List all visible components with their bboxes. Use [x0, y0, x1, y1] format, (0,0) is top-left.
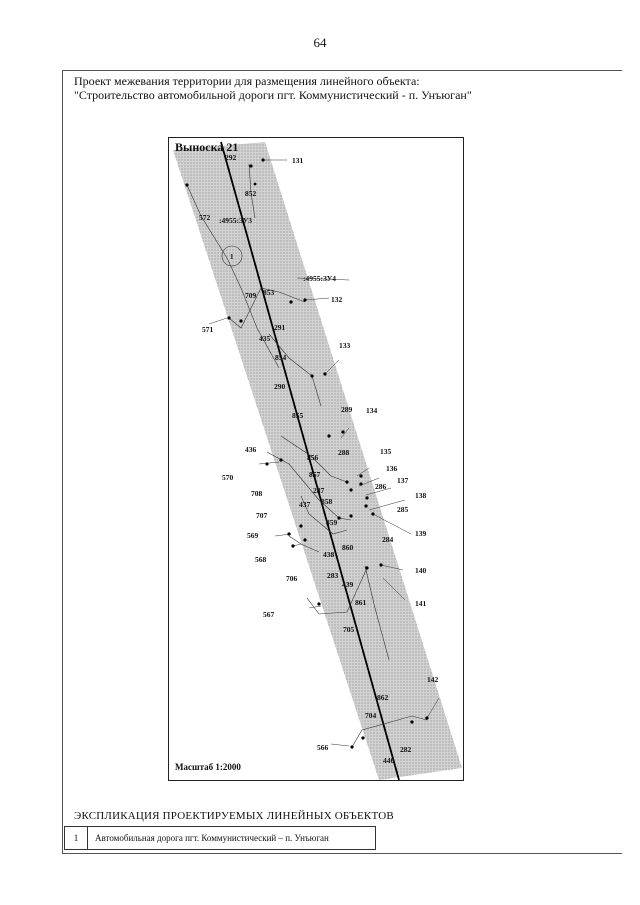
point-label: 572	[199, 213, 211, 222]
point-label: 855	[292, 411, 304, 420]
point-label: 135	[380, 447, 392, 456]
explication-row-name: Автомобильная дорога пгт. Коммунистический – п. Унъюган	[95, 833, 329, 843]
point-label: 282	[400, 745, 412, 754]
point-label: 438	[323, 550, 335, 559]
point-label: 852	[245, 189, 257, 198]
project-header-line2: "Строительство автомобильной дороги пгт. Коммунистический - п. Унъюган"	[74, 88, 472, 102]
point-label: 706	[286, 574, 298, 583]
point-label: 853	[263, 288, 275, 297]
parcel-label-zu4: :4955:ЗУ4	[303, 274, 337, 283]
point-label: 435	[259, 334, 271, 343]
point-label: 708	[251, 489, 263, 498]
point-label: 854	[275, 353, 287, 362]
point-label: 284	[382, 535, 394, 544]
point-label: 856	[307, 453, 319, 462]
project-header	[74, 74, 472, 102]
map-drawing	[169, 138, 463, 780]
map-scale: Масштаб 1:2000	[175, 762, 241, 772]
object-circle-label: 1	[230, 253, 234, 261]
frame-top-rule	[62, 70, 622, 71]
point-label: 289	[341, 405, 353, 414]
point-label: 707	[256, 511, 268, 520]
point-label: 138	[415, 491, 427, 500]
point-label: 858	[321, 497, 333, 506]
point-label: 704	[365, 711, 377, 720]
point-label: 142	[427, 675, 439, 684]
frame-bottom-rule	[62, 853, 622, 854]
point-label: 131	[292, 156, 304, 165]
point-label: 141	[415, 599, 427, 608]
project-header-line1: Проект межевания территории для размещения линейного объекта:	[74, 74, 420, 88]
point-label: 568	[255, 555, 267, 564]
point-label: 705	[343, 625, 355, 634]
explication-title: ЭКСПЛИКАЦИЯ ПРОЕКТИРУЕМЫХ ЛИНЕЙНЫХ ОБЪЕКТОВ	[74, 810, 394, 822]
point-label: 285	[397, 505, 409, 514]
point-label: 139	[415, 529, 427, 538]
point-label: 440	[383, 756, 395, 765]
point-label: 436	[245, 445, 257, 454]
point-label: 134	[366, 406, 378, 415]
point-label: 137	[397, 476, 409, 485]
point-label: 567	[263, 610, 275, 619]
point-label: 283	[327, 571, 339, 580]
point-label: 288	[338, 448, 350, 457]
point-label: 136	[386, 464, 398, 473]
point-label: 140	[415, 566, 427, 575]
callout-title: Выноска 21	[175, 140, 239, 154]
point-label: 709	[245, 291, 257, 300]
explication-row-number: 1	[65, 827, 88, 849]
point-label: 570	[222, 473, 234, 482]
point-label: 287	[313, 486, 325, 495]
point-label: 133	[339, 341, 351, 350]
point-label: 861	[355, 598, 367, 607]
point-label: 290	[274, 382, 286, 391]
point-label: 291	[274, 323, 286, 332]
point-label: 439	[342, 580, 354, 589]
frame-left-rule	[62, 70, 63, 854]
point-label: 571	[202, 325, 214, 334]
point-label: 292	[225, 153, 237, 162]
parcel-label-zu3: :4955:ЗУ3	[219, 216, 253, 225]
point-label: 857	[309, 470, 321, 479]
point-label: 286	[375, 482, 387, 491]
point-label: 437	[299, 500, 311, 509]
point-label: 860	[342, 543, 354, 552]
point-label: 132	[331, 295, 343, 304]
page-number: 64	[313, 35, 327, 50]
point-label: 859	[326, 518, 338, 527]
point-label: 862	[377, 693, 389, 702]
point-label: 569	[247, 531, 259, 540]
explication-table	[64, 826, 376, 850]
point-label: 566	[317, 743, 329, 752]
callout-map	[168, 137, 464, 781]
